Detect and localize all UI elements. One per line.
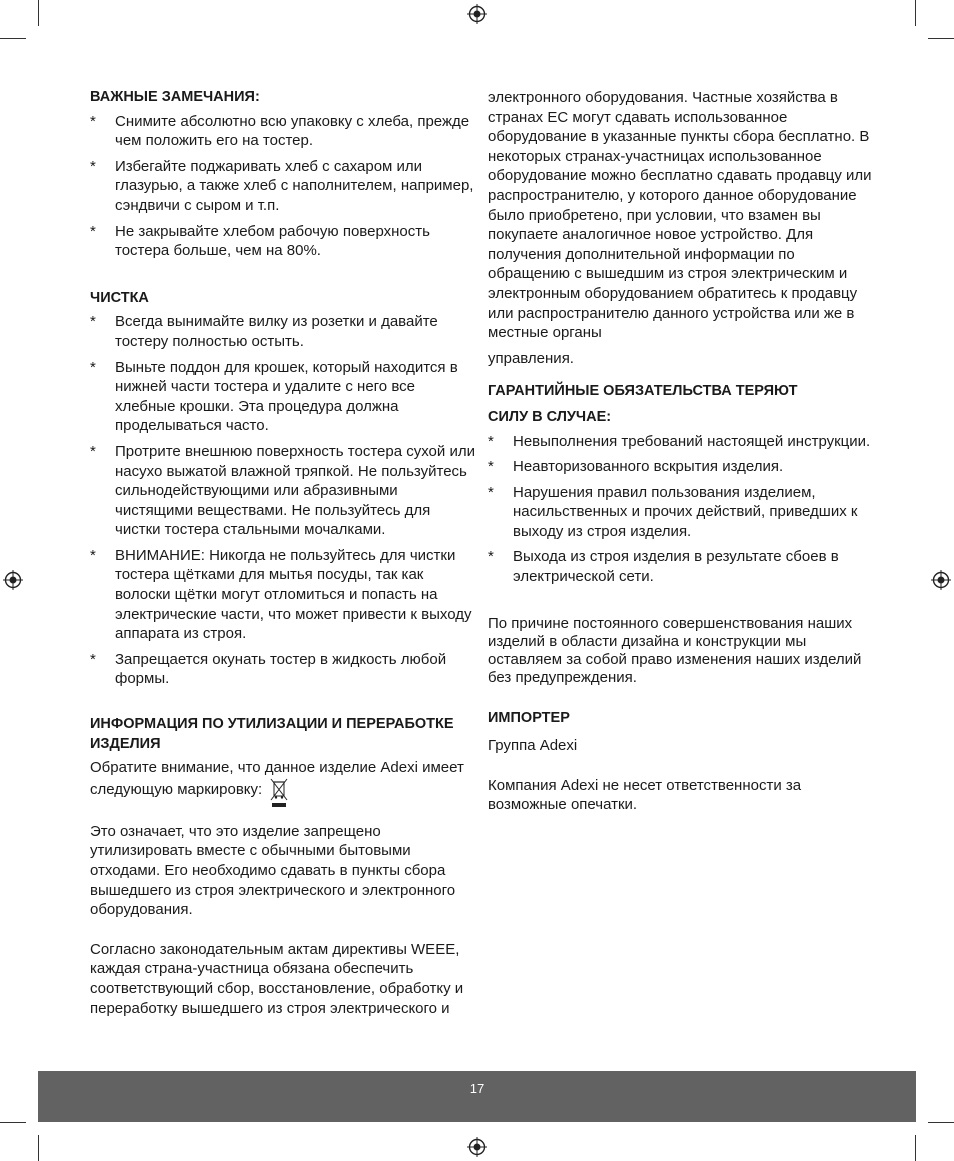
disposal-marking-text: Обратите внимание, что данное изделие Adexi имеет следующую маркировку: (90, 759, 464, 798)
list-item: * Неавторизованного вскрытия изделия. (488, 457, 873, 477)
crop-mark (915, 0, 916, 26)
list-item: * Выхода из строя изделия в результате сбоев в электрической сети. (488, 547, 873, 586)
list-item: * ВНИМАНИЕ: Никогда не пользуйтесь для чистки тостера щётками для мытья посуды, так как волоски щётки могут отломиться и попасть на электрические части, что может привести к выходу аппарата из строя. (90, 546, 475, 644)
crop-mark (915, 1135, 916, 1161)
cleaning-heading: ЧИСТКА (90, 289, 149, 306)
crop-mark (928, 38, 954, 39)
importer-heading: ИМПОРТЕР (488, 709, 570, 726)
right-column (488, 88, 873, 815)
improvement-paragraph: По причине постоянного совершенствования наших изделий в области дизайна и конструкции мы оставляем за собой право изменения наших изделий без предупреждения. (488, 614, 862, 686)
page-number: 17 (469, 1081, 485, 1096)
list-item: * Нарушения правил пользования изделием, насильственных и прочих действий, приведших к выходу из строя изделия. (488, 483, 873, 542)
importer-name: Группа Adexi (488, 737, 578, 755)
warranty-heading-line2: СИЛУ В СЛУЧАЕ: (488, 408, 612, 425)
weee-continuation-end: управления. (488, 349, 574, 367)
crop-mark (0, 38, 26, 39)
important-notes-heading: ВАЖНЫЕ ЗАМЕЧАНИЯ: (90, 89, 260, 105)
disposal-paragraph-weee: Согласно законодательным актам директивы WEEE, каждая страна-участница обязана обеспечить соответствующий сбор, восстановление, обработку и переработку вышедшего из строя электрического и (90, 940, 464, 1017)
crop-mark (0, 1122, 26, 1123)
registration-mark-icon (3, 570, 23, 590)
list-item: * Выньте поддон для крошек, который находится в нижней части тостера и удалите с него все хлебные крошки. Эта процедура должна проделываться часто. (90, 358, 475, 436)
left-column (90, 88, 475, 1018)
list-item: * Запрещается окунать тостер в жидкость любой формы. (90, 650, 475, 689)
crossed-out-wheelie-bin-icon (270, 778, 288, 808)
registration-mark-icon (467, 4, 487, 24)
registration-mark-icon (467, 1137, 487, 1157)
registration-mark-icon (931, 570, 951, 590)
cleaning-list (90, 312, 475, 689)
disposal-heading: ИНФОРМАЦИЯ ПО УТИЛИЗАЦИИ И ПЕРЕРАБОТКЕ ИЗДЕЛИЯ (90, 716, 454, 752)
list-item: * Всегда вынимайте вилку из розетки и давайте тостеру полностью остыть. (90, 312, 475, 351)
warranty-heading-line1: ГАРАНТИЙНЫЕ ОБЯЗАТЕЛЬСТВА ТЕРЯЮТ (488, 383, 798, 400)
weee-continuation-paragraph: электронного оборудования. Частные хозяйства в странах ЕС могут сдавать использованное оборудование в указанные пункты сбора бесплатно. В некоторых странах-участницах использованное оборудование можно бесплатно сдавать продавцу или распространителю, у которого данное оборудование было приобретено, при условии, что взамен вы покупаете аналогичное новое устройство. Для получения дополнительной информации по обращению с вышедшим из строя электрическим и электронным оборудованием обратитесь к продавцу или распространителю данного устройства или же в местные органы (488, 89, 872, 342)
disposal-paragraph-meaning: Это означает, что это изделие запрещено утилизировать вместе с обычными бытовыми отходами. Его необходимо сдавать в пункты сбора вышедшего из строя электрического и электронного оборудования. (90, 822, 456, 919)
crop-mark (38, 1135, 39, 1161)
crop-mark (928, 1122, 954, 1123)
disclaimer-paragraph: Компания Adexi не несет ответственности за возможные опечатки. (488, 776, 802, 814)
list-item: * Протрите внешнюю поверхность тостера сухой или насухо выжатой влажной тряпкой. Не пользуйтесь сильнодействующими или абразивными чистящими веществами. Не пользуйтесь для чистки тостера стальными мочалками. (90, 442, 475, 540)
list-item: * Не закрывайте хлебом рабочую поверхность тостера больше, чем на 80%. (90, 222, 475, 261)
crop-mark (38, 0, 39, 26)
disposal-paragraph-marking (90, 758, 475, 808)
page-footer (38, 1071, 916, 1122)
important-notes-list (90, 112, 475, 261)
list-item: * Избегайте поджаривать хлеб с сахаром или глазурью, а также хлеб с наполнителем, например, сэндвичи с сыром и т.п. (90, 157, 475, 216)
list-item: * Снимите абсолютно всю упаковку с хлеба, прежде чем положить его на тостер. (90, 112, 475, 151)
list-item: * Невыполнения требований настоящей инструкции. (488, 432, 873, 452)
warranty-list (488, 432, 873, 587)
